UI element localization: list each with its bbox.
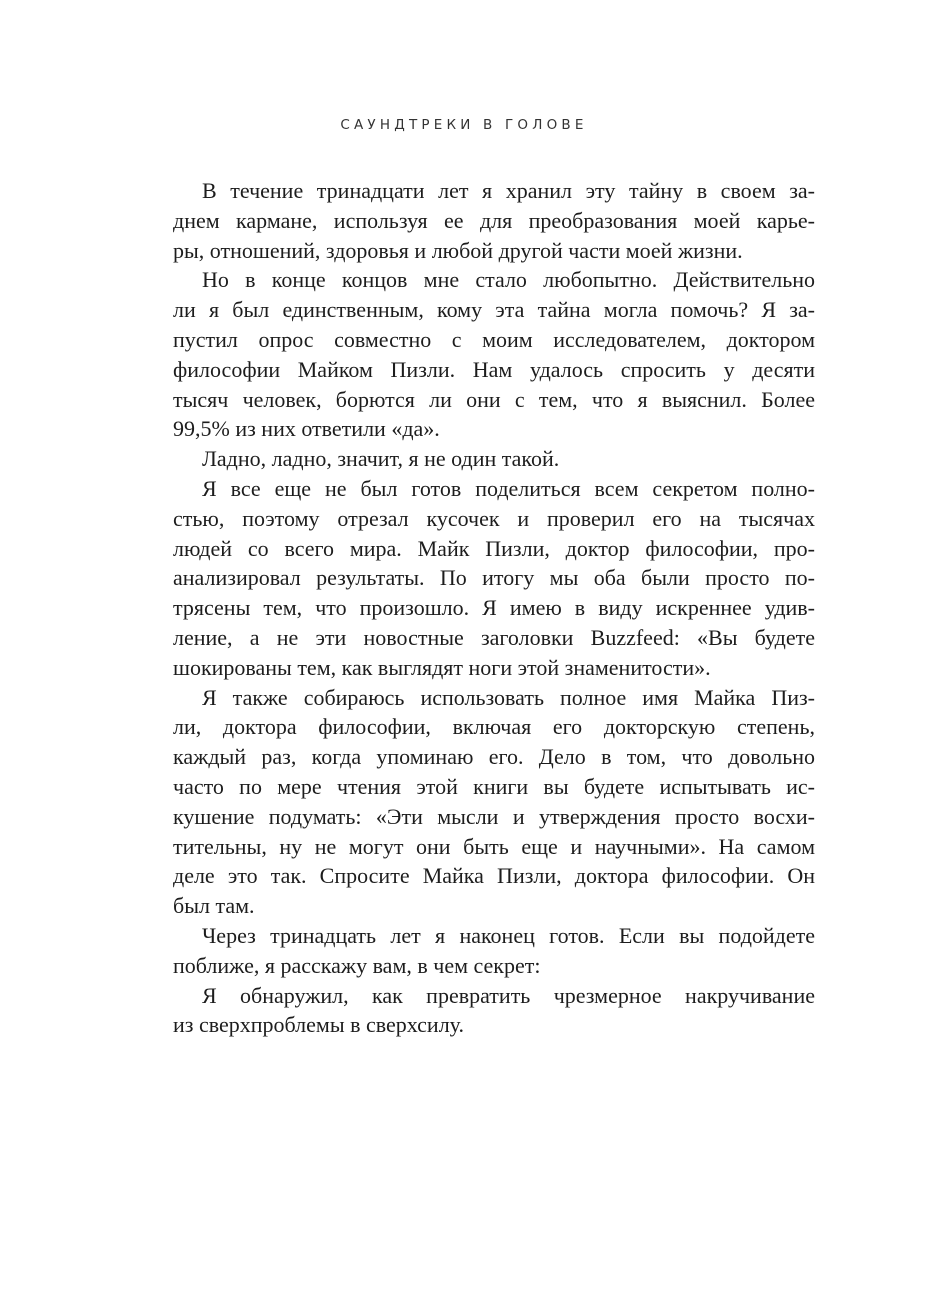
text-line: поближе, я расскажу вам, в чем секрет: <box>173 952 541 978</box>
text-line: Я обнаружил, как превратить чрезмерное накручивание <box>202 982 815 1008</box>
text-line: трясены тем, что произошло. Я имею в виду искреннее удив- <box>173 595 815 621</box>
text-line: философии Майком Пизли. Нам удалось спросить у десяти <box>173 356 815 382</box>
text-line: из сверхпроблемы в сверхсилу. <box>173 1012 464 1038</box>
text-line: тительны, ну не могут они быть еще и научными». На самом <box>173 833 815 859</box>
paragraph-2 <box>173 265 815 444</box>
text-line: пустил опрос совместно с моим исследователем, доктором <box>173 326 815 352</box>
text-line: 99,5% из них ответили «да». <box>173 416 440 442</box>
text-line: Ладно, ладно, значит, я не один такой. <box>202 446 560 472</box>
paragraph-5 <box>173 683 815 921</box>
text-line: деле это так. Спросите Майка Пизли, доктора философии. Он <box>173 863 815 889</box>
text-line: анализировал результаты. По итогу мы оба были просто по- <box>173 565 815 591</box>
paragraph-1 <box>173 176 815 265</box>
paragraph-7 <box>173 981 815 1041</box>
paragraph-3 <box>173 444 815 474</box>
text-line: ление, а не эти новостные заголовки Buzzfeed: «Вы будете <box>173 624 815 650</box>
text-line: часто по мере чтения этой книги вы будете испытывать ис- <box>173 773 815 799</box>
running-head: САУНДТРЕКИ В ГОЛОВЕ <box>340 117 588 133</box>
text-line: стью, поэтому отрезал кусочек и проверил его на тысячах <box>173 505 815 531</box>
text-line: В течение тринадцати лет я хранил эту тайну в своем за- <box>202 178 815 203</box>
text-line: Я все еще не был готов поделиться всем секретом полно- <box>202 475 815 501</box>
text-line: ры, отношений, здоровья и любой другой части моей жизни. <box>173 237 743 263</box>
text-line: шокированы тем, как выглядят ноги этой знаменитости». <box>173 654 711 680</box>
body-text <box>173 176 815 1040</box>
text-line: ли я был единственным, кому эта тайна могла помочь? Я за- <box>173 297 815 323</box>
paragraph-6 <box>173 921 815 981</box>
text-line: кушение подумать: «Эти мысли и утверждения просто восхи- <box>173 803 815 829</box>
text-line: был там. <box>173 893 255 919</box>
text-line: ли, доктора философии, включая его докторскую степень, <box>173 714 815 740</box>
text-line: каждый раз, когда упоминаю его. Дело в том, что довольно <box>173 744 815 770</box>
text-line: Через тринадцать лет я наконец готов. Если вы подойдете <box>202 922 815 948</box>
paragraph-4 <box>173 474 815 683</box>
text-line: Но в конце концов мне стало любопытно. Действительно <box>202 267 815 293</box>
text-line: людей со всего мира. Майк Пизли, доктор философии, про- <box>173 535 815 561</box>
text-line: тысяч человек, борются ли они с тем, что я выяснил. Более <box>173 386 815 412</box>
text-line: Я также собираюсь использовать полное имя Майка Пиз- <box>202 684 815 710</box>
text-line: днем кармане, используя ее для преобразования моей карье- <box>173 207 815 233</box>
